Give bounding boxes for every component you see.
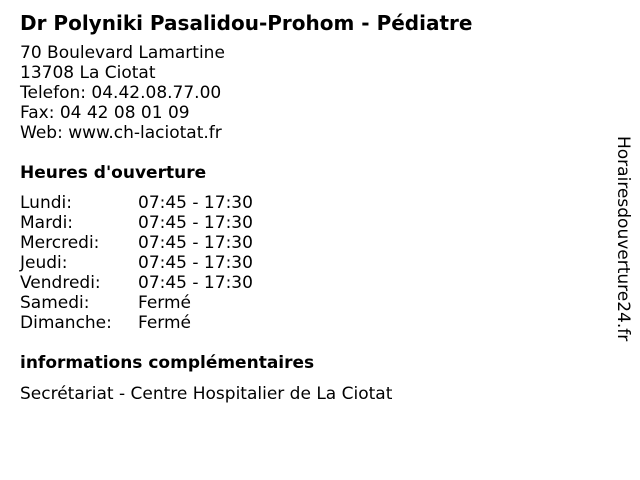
time-value: Fermé	[138, 313, 192, 333]
hours-row-thursday	[20, 253, 320, 273]
time-value: 07:45 - 17:30	[138, 273, 253, 293]
phone-number: Telefon: 04.42.08.77.00	[20, 83, 222, 103]
fax-number: Fax: 04 42 08 01 09	[20, 103, 190, 123]
hours-row-wednesday	[20, 233, 320, 253]
additional-info-text: Secrétariat - Centre Hospitalier de La Ciotat	[20, 384, 393, 404]
hours-row-friday	[20, 273, 320, 293]
day-label: Samedi:	[20, 293, 90, 313]
address-city: 13708 La Ciotat	[20, 63, 156, 83]
hours-row-monday	[20, 193, 320, 213]
time-value: 07:45 - 17:30	[138, 193, 253, 213]
day-label: Lundi:	[20, 193, 72, 213]
day-label: Mercredi:	[20, 233, 100, 253]
hours-row-sunday	[20, 313, 320, 333]
day-label: Vendredi:	[20, 273, 101, 293]
time-value: Fermé	[138, 293, 192, 313]
time-value: 07:45 - 17:30	[138, 233, 253, 253]
day-label: Dimanche:	[20, 313, 112, 333]
contact-block	[20, 43, 225, 143]
hours-row-tuesday	[20, 213, 320, 233]
opening-hours-heading: Heures d'ouverture	[20, 163, 207, 183]
site-watermark: Horairesdouverture24.fr	[613, 136, 633, 342]
website: Web: www.ch-laciotat.fr	[20, 123, 222, 143]
time-value: 07:45 - 17:30	[138, 253, 253, 273]
day-label: Jeudi:	[20, 253, 68, 273]
additional-info-heading: informations complémentaires	[20, 353, 315, 373]
hours-row-saturday	[20, 293, 320, 313]
time-value: 07:45 - 17:30	[138, 213, 253, 233]
day-label: Mardi:	[20, 213, 74, 233]
opening-hours-table	[20, 193, 320, 333]
address-street: 70 Boulevard Lamartine	[20, 43, 225, 63]
page-title: Dr Polyniki Pasalidou-Prohom - Pédiatre	[20, 11, 473, 35]
